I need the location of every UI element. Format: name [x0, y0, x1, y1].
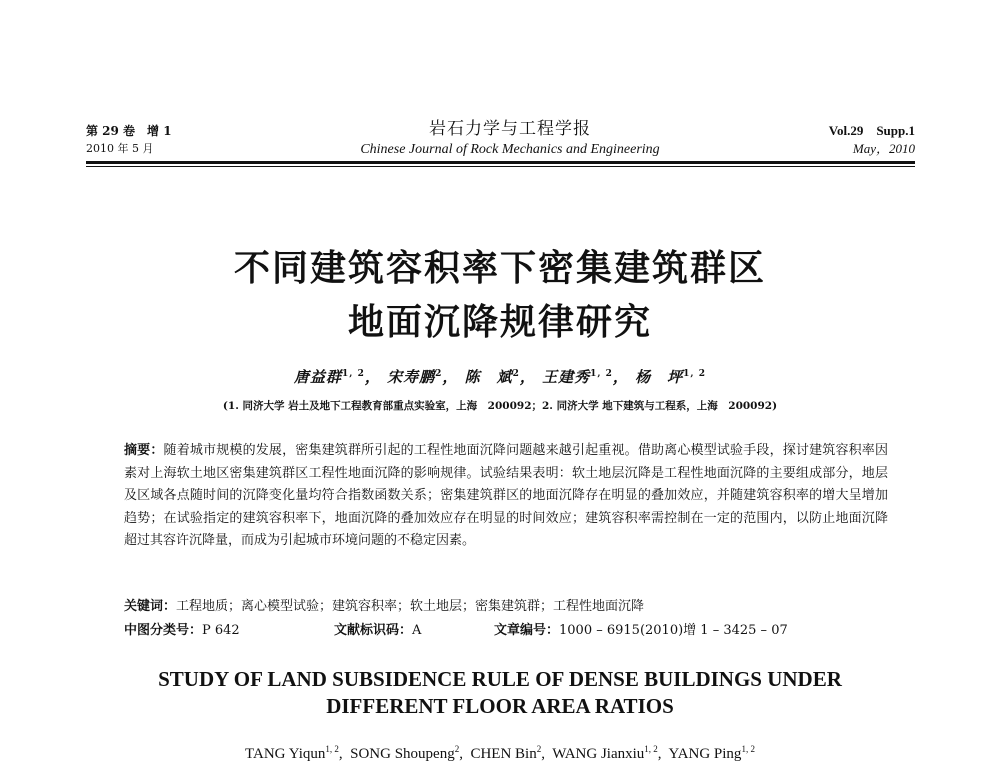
author-affiliation: 1, 2	[644, 744, 658, 754]
keywords-label: 关键词：	[124, 599, 177, 614]
author-cn: 陈 斌	[464, 368, 513, 386]
doc-code-label: 文献标识码：	[334, 623, 413, 638]
journal-issue-info	[86, 122, 172, 158]
author-cn: 宋寿鹏	[387, 368, 436, 386]
author-affiliation: 1, 2	[342, 369, 365, 379]
author-en: CHEN Bin	[470, 746, 537, 762]
date-cn: 2010 年 5 月	[86, 142, 154, 155]
header-rule-thick	[86, 161, 915, 164]
author-en: YANG Ping	[668, 746, 742, 762]
title-cn-line1: 不同建筑容积率下密集建筑群区	[233, 248, 766, 289]
document-code	[334, 619, 494, 638]
author-cn: 杨 坪	[635, 368, 684, 386]
author-en: WANG Jianxiu	[552, 746, 645, 762]
author-cn: 唐益群	[294, 368, 343, 386]
header-rule-thin	[86, 166, 915, 167]
author-affiliation: 1, 2	[325, 744, 339, 754]
journal-name	[300, 118, 720, 160]
abstract-cn	[124, 440, 888, 553]
article-number	[494, 619, 788, 638]
clc-value: P 642	[202, 623, 240, 638]
author-affiliation: 1, 2	[683, 369, 706, 379]
author-affiliation: 1, 2	[590, 369, 613, 379]
doc-code-value: A	[412, 623, 422, 638]
journal-volume-info	[829, 122, 915, 158]
journal-name-en: Chinese Journal of Rock Mechanics and Engineering	[360, 142, 660, 157]
title-en-line2: DIFFERENT FLOOR AREA RATIOS	[326, 694, 674, 718]
paper-title-cn	[0, 242, 1000, 350]
keywords-cn	[124, 595, 888, 614]
title-en-line1: STUDY OF LAND SUBSIDENCE RULE OF DENSE BUILDINGS UNDER	[158, 667, 842, 691]
abstract-text: 随着城市规模的发展，密集建筑群所引起的工程性地面沉降问题越来越引起重视。借助离心模型试验手段，探讨建筑容积率因素对上海软土地区密集建筑群区工程性地面沉降的影响规律。试验结果表明：软土地层沉降是工程性地面沉降的主要组成部分，地层及区域各点随时间的沉降变化量均符合指数函数关系；密集建筑群区的地面沉降存在明显的叠加效应，并随建筑容积率的增大呈增加趋势；在试验指定的建筑容积率下，地面沉降的叠加效应存在明显的时间效应；建筑容积率需控制在一定的范围内，以防止地面沉降超过其容许沉降量，而成为引起城市环境问题的不稳定因素。	[124, 443, 888, 548]
affiliation-cn: (1. 同济大学 岩土及地下工程教育部重点实验室，上海 200092；2. 同济大学 地下建筑与工程系，上海 200092)	[222, 400, 778, 412]
volume-en: Vol.29 Supp.1	[828, 123, 915, 138]
article-number-label: 文章编号：	[494, 623, 560, 638]
author-list-cn: 唐益群$^{1, 2}$， 宋寿鹏$^2$， 陈 斌$^2$， 王建秀$^{1, 2}$， 杨 坪$^{1, 2}$	[294, 368, 706, 386]
abstract-label: 摘要：	[124, 443, 164, 458]
author-cn: 王建秀	[542, 368, 591, 386]
author-en: TANG Yiqun	[245, 746, 326, 762]
author-affiliation: 2	[536, 744, 542, 754]
author-affiliation: 1, 2	[741, 744, 755, 754]
author-en: SONG Shoupeng	[350, 746, 455, 762]
classification-line	[124, 619, 888, 638]
title-cn-line2: 地面沉降规律研究	[347, 302, 652, 343]
paper-title-en	[0, 666, 1000, 720]
clc-number	[124, 619, 334, 638]
date-en: May，2010	[852, 141, 915, 156]
author-affiliation: 2	[512, 369, 520, 379]
keywords-text: 工程地质；离心模型试验；建筑容积率；软土地层；密集建筑群；工程性地面沉降	[176, 599, 645, 614]
volume-issue-cn: 第 29 卷 增 1	[86, 124, 172, 138]
author-affiliation: 2	[454, 744, 460, 754]
journal-name-cn: 岩石力学与工程学报	[429, 119, 591, 139]
author-list-en: TANG Yiqun$^{1, 2}$, SONG Shoupeng$^2$, CHEN Bin$^2$, WANG Jianxiu$^{1, 2}$, YANG Ping$^{1, 2}$	[245, 744, 755, 762]
author-affiliation: 2	[435, 369, 443, 379]
clc-label: 中图分类号：	[124, 623, 203, 638]
article-number-value: 1000 – 6915(2010)增 1 – 3425 – 07	[559, 623, 788, 638]
